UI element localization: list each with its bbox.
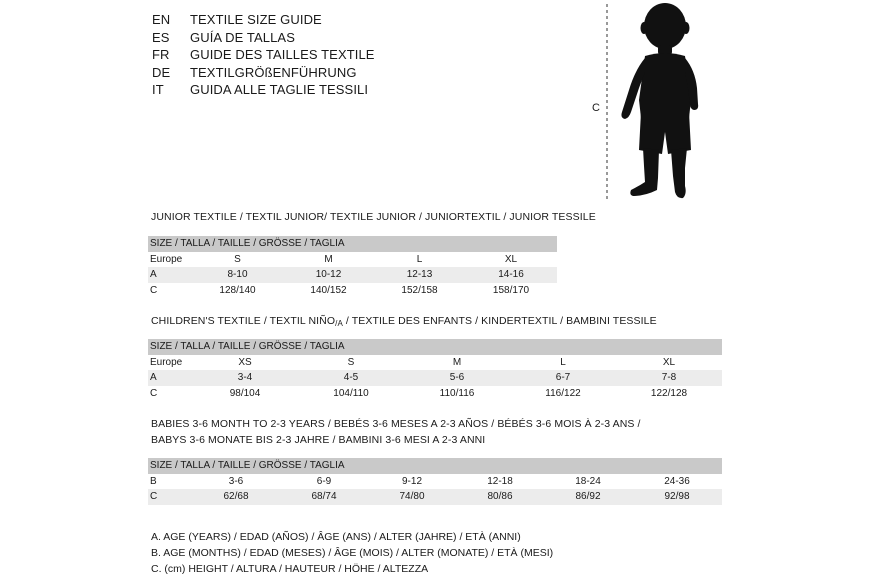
row-label: C: [150, 284, 158, 296]
table-cell: 110/116: [439, 387, 475, 399]
table-cell: 24-36: [664, 475, 690, 487]
row-label: B: [150, 475, 157, 487]
table-row: [148, 489, 722, 505]
table-cell: 12-13: [374, 267, 465, 283]
table-cell: XL: [504, 253, 518, 265]
row-label: A: [148, 370, 192, 386]
legend-item-b: B. AGE (MONTHS) / EDAD (MESES) / ÂGE (MOIS) / ALTER (MONATE) / ETÀ (MESI): [151, 547, 554, 559]
lang-title: GUÍA DE TALLAS: [190, 29, 295, 45]
table-cell: 3-4: [192, 370, 298, 386]
table-cell: 74/80: [368, 489, 456, 505]
row-label: C: [150, 387, 158, 399]
children-title-sub: /A: [335, 319, 343, 328]
lang-row-de: [152, 64, 375, 82]
children-size-table: [148, 339, 722, 401]
table-cell: M: [452, 356, 462, 368]
table-cell: 68/74: [280, 489, 368, 505]
babies-section-title-line2: BABYS 3-6 MONATE BIS 2-3 JAHRE / BAMBINI 3-6 MESI A 2-3 ANNI: [151, 434, 486, 446]
children-section-title: [151, 315, 657, 328]
table-cell: S: [347, 356, 355, 368]
legend: [151, 529, 553, 577]
child-silhouette-icon: [621, 3, 698, 198]
lang-row-en: [152, 11, 375, 29]
table-cell: XS: [238, 356, 252, 368]
table-cell: 6-7: [510, 370, 616, 386]
table-cell: M: [324, 253, 333, 265]
table-cell: 98/104: [229, 387, 261, 399]
lang-title: TEXTILE SIZE GUIDE: [190, 12, 322, 28]
children-title-rest: / TEXTILE DES ENFANTS / KINDERTEXTIL / BAMBINI TESSILE: [342, 315, 657, 327]
table-row: [148, 355, 722, 371]
table-cell: 92/98: [632, 489, 722, 505]
table-row: [148, 474, 722, 490]
table-cell: 9-12: [401, 475, 422, 487]
lang-title: TEXTILGRÖßENFÜHRUNG: [190, 64, 357, 80]
size-header: SIZE / TALLA / TAILLE / GRÖSSE / TAGLIA: [148, 236, 557, 252]
table-cell: S: [234, 253, 241, 265]
junior-section-title: JUNIOR TEXTILE / TEXTIL JUNIOR/ TEXTILE JUNIOR / JUNIORTEXTIL / JUNIOR TESSILE: [151, 211, 596, 223]
row-label: Europe: [150, 356, 183, 368]
row-label: C: [148, 489, 192, 505]
table-row: [148, 370, 722, 386]
size-header: SIZE / TALLA / TAILLE / GRÖSSE / TAGLIA: [148, 339, 722, 355]
junior-size-table: [148, 236, 557, 298]
child-silhouette-figure: [605, 0, 715, 205]
table-cell: L: [560, 356, 566, 368]
lang-code: IT: [152, 82, 164, 98]
lang-code: EN: [152, 12, 171, 28]
table-cell: 8-10: [192, 267, 283, 283]
table-cell: 14-16: [465, 267, 557, 283]
size-header: SIZE / TALLA / TAILLE / GRÖSSE / TAGLIA: [148, 458, 722, 474]
table-cell: L: [416, 253, 423, 265]
table-row: [148, 267, 557, 283]
table-cell: 7-8: [616, 370, 722, 386]
table-row: [148, 252, 557, 268]
row-label: Europe: [150, 253, 183, 265]
lang-row-es: [152, 29, 375, 47]
table-header-row: [148, 339, 722, 355]
table-cell: 10-12: [283, 267, 374, 283]
lang-title: GUIDE DES TAILLES TEXTILE: [190, 47, 375, 63]
table-cell: 140/152: [310, 284, 347, 296]
table-cell: 62/68: [192, 489, 280, 505]
table-cell: 4-5: [298, 370, 404, 386]
table-cell: 12-18: [487, 475, 513, 487]
legend-item-c: C. (cm) HEIGHT / ALTURA / HAUTEUR / HÖHE / ALTEZZA: [151, 563, 429, 575]
table-row: [148, 386, 722, 402]
table-cell: 6-9: [316, 475, 332, 487]
table-cell: 116/122: [545, 387, 581, 399]
table-row: [148, 283, 557, 299]
table-cell: 3-6: [228, 475, 244, 487]
height-marker-label: C: [592, 102, 600, 114]
children-title-main: CHILDREN'S TEXTILE / TEXTIL NIÑO: [151, 315, 336, 327]
table-cell: 152/158: [401, 284, 438, 296]
table-cell: 80/86: [456, 489, 544, 505]
table-cell: 104/110: [333, 387, 369, 399]
lang-code: DE: [152, 64, 171, 80]
lang-code: ES: [152, 29, 170, 45]
lang-row-fr: [152, 46, 375, 64]
lang-title: GUIDA ALLE TAGLIE TESSILI: [190, 82, 369, 98]
table-cell: 128/140: [219, 284, 256, 296]
table-header-row: [148, 236, 557, 252]
table-cell: 5-6: [404, 370, 510, 386]
babies-section-title-line1: BABIES 3-6 MONTH TO 2-3 YEARS / BEBÉS 3-6 MESES A 2-3 AÑOS / BÉBÉS 3-6 MOIS À 2-3 ANS /: [151, 418, 641, 430]
table-cell: 158/170: [492, 284, 530, 296]
babies-size-table: [148, 458, 722, 505]
table-cell: XL: [662, 356, 676, 368]
row-label: A: [148, 267, 192, 283]
table-cell: 122/128: [650, 387, 688, 399]
lang-row-it: [152, 81, 375, 99]
table-header-row: [148, 458, 722, 474]
legend-item-a: A. AGE (YEARS) / EDAD (AÑOS) / ÂGE (ANS) / ALTER (JAHRE) / ETÀ (ANNI): [151, 531, 521, 543]
lang-code: FR: [152, 47, 170, 63]
table-cell: 86/92: [544, 489, 632, 505]
table-cell: 18-24: [575, 475, 601, 487]
language-title-list: [152, 11, 375, 99]
